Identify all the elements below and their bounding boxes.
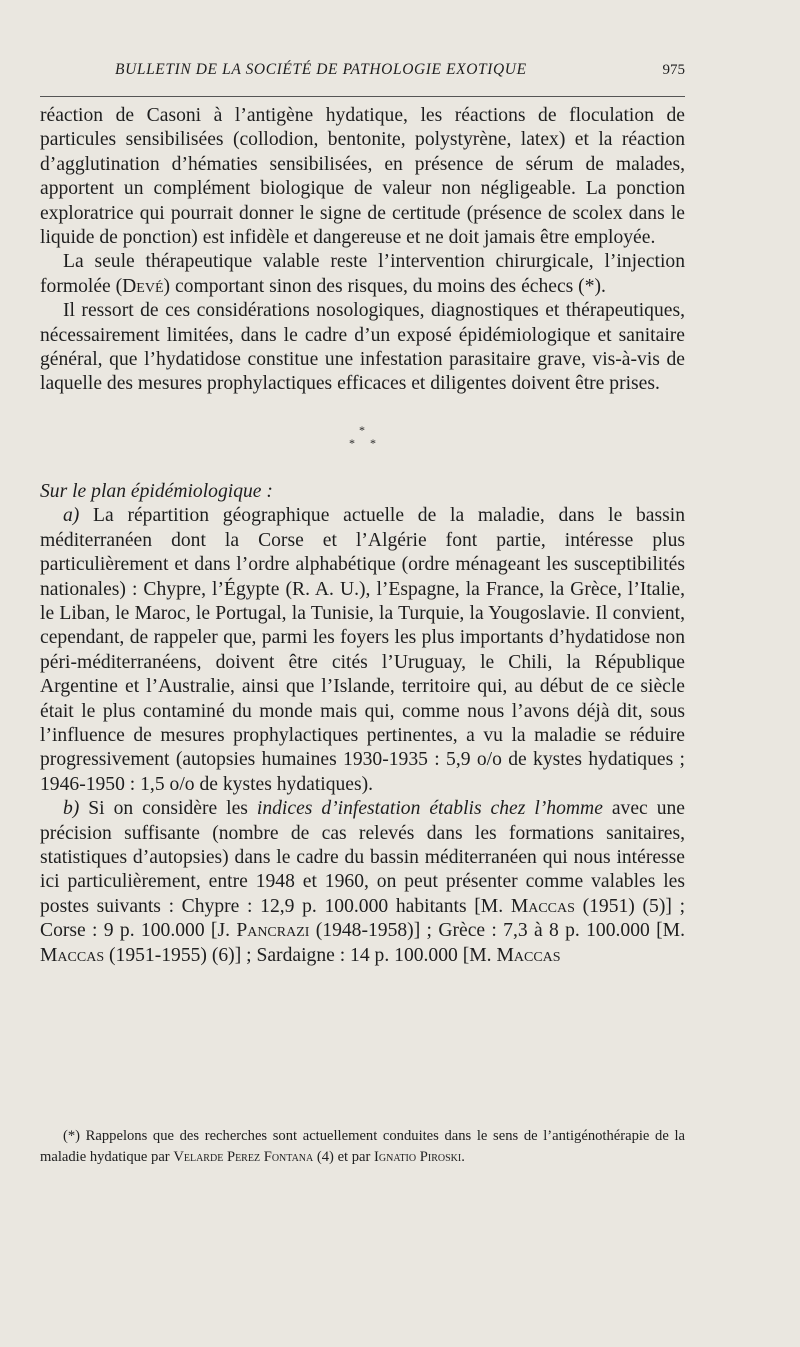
paragraph-conclusion: Il ressort de ces considérations nosologiques, diagnostiques et thérapeutiques, nécessairement limitées, dans le cadre d’un exposé épidémiologique et sanitaire général, que l’hydatidose constitue une infestation parasitaire grave, vis-à-vis de laquelle des mesures prophylactiques efficaces et diligentes doivent être prises. [40,300,685,395]
paragraph-therapy: La seule thérapeutique valable reste l’intervention chirurgicale, l’injection formolée (Devé) comportant sinon des risques, du moins des échecs (*). [40,251,685,297]
paragraph-b-indices: b) Si on considère les indices d’infestation établis chez l’homme avec une précision suffisante (nombre de cas relevés dans les formations sanitaires, statistiques d’autopsies) dans le cadre du bassin méditerranéen qui nous intéresse ici particulièrement, entre 1948 et 1960, on peut présenter comme valables les postes suivants : Chypre : 12,9 p. 100.000 habitants [M. Maccas (1951) (5)] ; Corse : 9 p. 100.000 [J. Pancrazi (1948-1958)] ; Grèce : 7,3 à 8 p. 100.000 [M. Maccas (1951-1955) (6)] ; Sardaigne : 14 p. 100.000 [M. Maccas [40,798,686,966]
paragraph-a-distribution: a) La répartition géographique actuelle de la maladie, dans le bassin méditerranéen dont la Corse et l’Algérie font partie, intéresse plus particulièrement et dans l’ordre alphabétique (ordre ménageant les susceptibilités nationales) : Chypre, l’Égypte (R. A. U.), l’Espagne, la France, la Grèce, l’Italie, le Liban, le Maroc, le Portugal, la Tunisie, la Turquie, la Yougoslavie. Il convient, cependant, de rappeler que, parmi les foyers les plus importants d’hydatidose non péri-méditerranéens, doivent être cités l’Uruguay, le Chili, la République Argentine et l’Australie, ainsi que l’Islande, territoire qui, au début de ce siècle était le plus contaminé du monde mais qui, comme nous l’avons déjà dit, sous l’influence de mesures prophylactiques pertinentes, a vu la maladie se réduire progressivement (autopsies humaines 1930-1935 : 5,9 o/o de kystes hydatiques ; 1946-1950 : 1,5 o/o de kystes hydatiques). [40,505,685,795]
asterism-star: * [349,435,355,450]
paragraph-diagnosis: réaction de Casoni à l’antigène hydatique, les réactions de floculation de particules sensibilisées (collodion, bentonite, polystyrène, latex) et la réaction d’agglutination d’hématies sensibilisées, en présence de sérum de malades, apportent un complément biologique de valeur non négligeable. La ponction exploratrice qui pourrait donner le signe de certitude (présence de scolex dans le liquide de ponction) est infidèle et dangereuse et ne doit jamais être employée. [40,105,685,249]
author-name: Maccas [496,944,561,966]
footnote: (*) Rappelons que des recherches sont actuellement conduites dans le sens de l’antigénothérapie de la maladie hydatique par Velarde Perez Fontana (4) et par Ignatio Piroski. [40,1128,685,1165]
page-number: 975 [662,62,685,78]
author-name: Devé [122,275,164,297]
section-asterism [40,424,685,466]
author-name: Maccas [510,895,575,917]
running-header [115,61,685,79]
asterism-star: * [359,422,365,437]
item-label: b) [63,798,80,820]
journal-title: BULLETIN DE LA SOCIÉTÉ DE PATHOLOGIE EXOTIQUE [115,61,527,78]
emphasis-text: indices d’infestation établis chez l’homme [256,798,603,820]
author-name: Velarde Perez Fontana [173,1148,314,1165]
section-heading: Sur le plan épidémiologique : [40,480,273,502]
asterism-star: * [370,435,376,450]
header-rule [40,96,685,97]
item-label: a) [63,505,80,527]
article-body [40,104,685,968]
author-name: Maccas [40,944,105,966]
footnotes [40,1126,685,1167]
author-name: Ignatio Piroski [374,1148,462,1165]
author-name: Pancrazi [236,920,310,942]
